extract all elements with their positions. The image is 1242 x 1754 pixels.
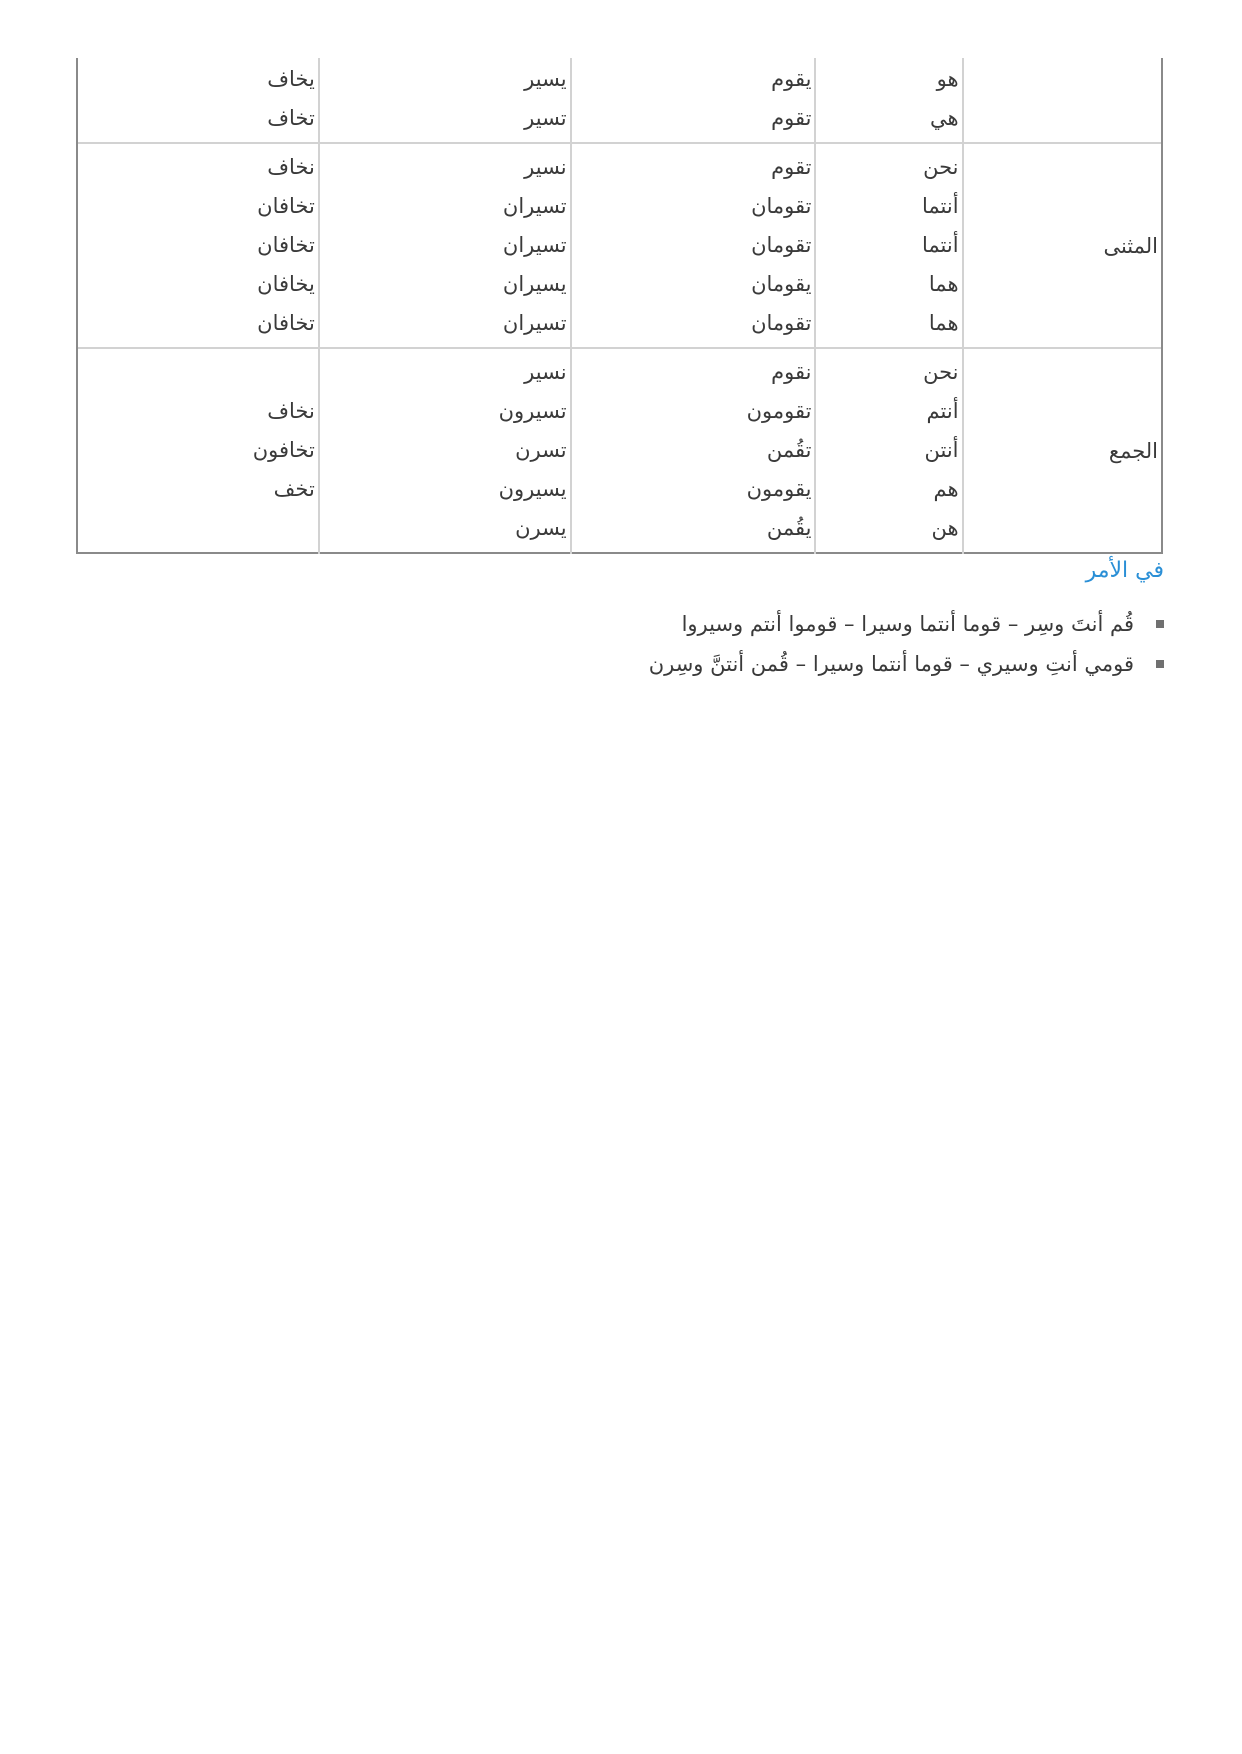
table-group-dual	[77, 143, 1162, 348]
verb-sayr-cell: يسير تسير	[319, 58, 571, 143]
list-item-text: قُم أنتَ وسِر – قوما أنتما وسيرا – قوموا أنتم وسيروا	[681, 612, 1134, 636]
verb-qawm-cell: يقوم تقوم	[571, 58, 816, 143]
imperative-list	[649, 604, 1164, 684]
group-label	[963, 58, 1162, 143]
verb-khaf-cell: يخاف تخاف	[77, 58, 319, 143]
verb-khaf-cell: نخاف تخافان تخافان يخافان تخافان	[77, 143, 319, 348]
group-label: المثنى	[963, 143, 1162, 348]
list-item	[649, 604, 1164, 644]
square-bullet-icon	[1156, 620, 1164, 628]
verb-sayr-cell: نسير تسيرون تسرن يسيرون يسرن	[319, 348, 571, 553]
table-row	[77, 58, 1162, 143]
verb-khaf-cell: نخاف تخافون تخف	[77, 348, 319, 553]
conjugation-table	[76, 58, 1163, 554]
group-label: الجمع	[963, 348, 1162, 553]
list-item	[649, 644, 1164, 684]
table-row	[77, 143, 1162, 348]
pronoun-cell: نحن أنتما أنتما هما هما	[815, 143, 962, 348]
square-bullet-icon	[1156, 660, 1164, 668]
verb-sayr-cell: نسير تسيران تسيران يسيران تسيران	[319, 143, 571, 348]
table-group-singular	[77, 58, 1162, 143]
verb-qawm-cell: تقوم تقومان تقومان يقومان تقومان	[571, 143, 816, 348]
verb-qawm-cell: نقوم تقومون تقُمن يقومون يقُمن	[571, 348, 816, 553]
table-row	[77, 348, 1162, 553]
list-item-text: قومي أنتِ وسيري – قوما أنتما وسيرا – قُمن أنتنَّ وسِرن	[648, 652, 1134, 676]
pronoun-cell: نحن أنتم أنتن هم هن	[815, 348, 962, 553]
table-group-plural	[77, 348, 1162, 553]
pronoun-cell: هو هي	[815, 58, 962, 143]
section-heading-imperative: في الأمر	[1085, 558, 1164, 583]
